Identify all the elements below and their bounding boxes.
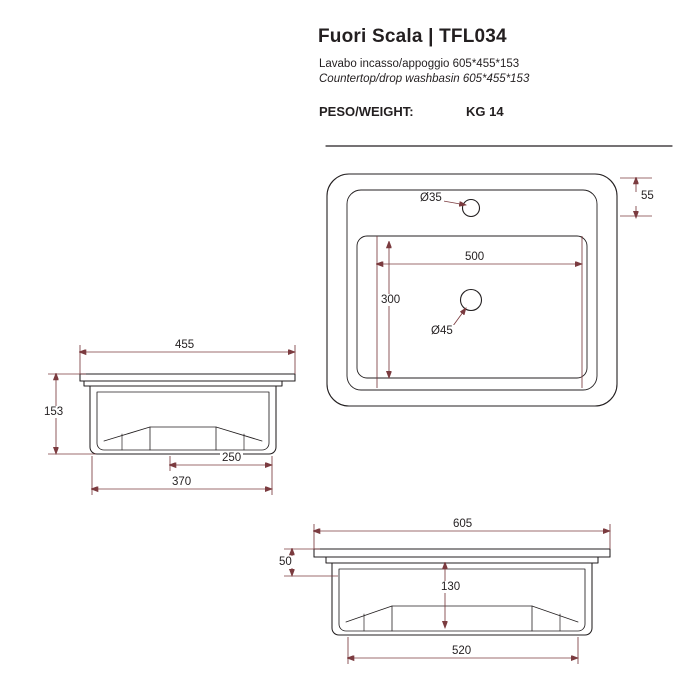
dim-inner-height-300: 300: [381, 294, 401, 306]
dim-tap-offset-55: 55: [641, 190, 654, 202]
dim-drain-hole-diameter: Ø45: [431, 325, 453, 337]
weight-value: KG 14: [466, 104, 504, 119]
dim-side-height-153: 153: [44, 406, 64, 418]
dim-front-bottom-520: 520: [452, 645, 472, 657]
top-view-outline: [327, 174, 617, 406]
side-section-outline: [80, 374, 295, 454]
page-title: Fuori Scala | TFL034: [318, 26, 507, 47]
dim-inner-width-500: 500: [465, 251, 485, 263]
dim-front-depth-130: 130: [441, 581, 461, 593]
weight-label: PESO/WEIGHT:: [319, 104, 414, 119]
subtitle-italian: Lavabo incasso/appoggio 605*455*153: [319, 58, 520, 70]
dim-front-rim-50: 50: [279, 556, 292, 568]
dim-side-outer-370: 370: [172, 476, 192, 488]
dim-side-inner-250: 250: [222, 452, 242, 464]
subtitle-english: Countertop/drop washbasin 605*455*153: [319, 73, 530, 85]
dim-tap-hole-diameter: Ø35: [420, 192, 442, 204]
dim-side-width-455: 455: [175, 339, 195, 351]
dim-front-width-605: 605: [453, 518, 473, 530]
